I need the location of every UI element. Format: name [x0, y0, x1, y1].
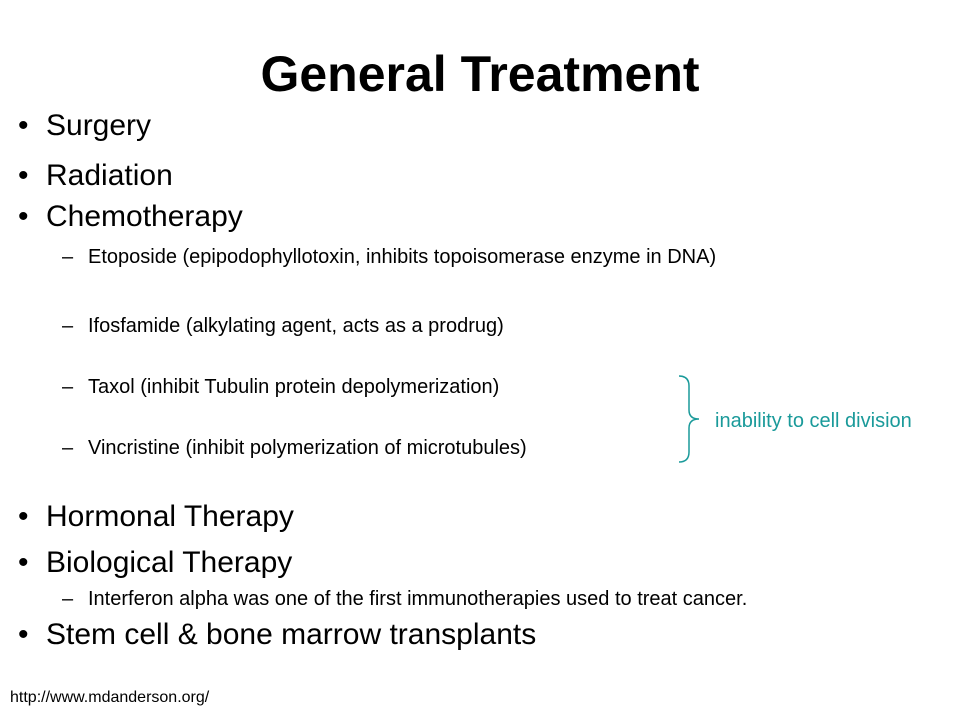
subitem-label: Vincristine (inhibit polymerization of microtubules) [88, 437, 527, 459]
subitem-label: Interferon alpha was one of the first immunotherapies used to treat cancer. [88, 588, 748, 610]
bullet-label: Chemotherapy [46, 200, 243, 233]
subitem-label: Etoposide (epipodophyllotoxin, inhibits topoisomerase enzyme in DNA) [88, 246, 717, 268]
bullet-marker: • [18, 500, 29, 533]
brace-note: inability to cell division [715, 410, 912, 432]
subitem-etoposide [62, 245, 716, 269]
bullet-marker: • [18, 546, 29, 579]
bullet-radiation [18, 158, 173, 194]
subitem-taxol [62, 375, 499, 399]
dash-marker: – [62, 315, 74, 337]
bullet-biological-therapy [18, 545, 292, 581]
bullet-chemotherapy [18, 199, 243, 235]
bullet-marker: • [18, 159, 29, 192]
subitem-label: Taxol (inhibit Tubulin protein depolymerization) [88, 376, 500, 398]
curly-brace-icon [677, 372, 707, 466]
bullet-label: Surgery [46, 109, 152, 142]
bullet-marker: • [18, 109, 29, 142]
subitem-ifosfamide [62, 314, 504, 338]
bullet-marker: • [18, 618, 29, 651]
slide-title: General Treatment [260, 46, 700, 102]
bullet-label: Stem cell & bone marrow transplants [46, 618, 537, 651]
bullet-label: Radiation [46, 159, 173, 192]
bullet-label: Hormonal Therapy [46, 500, 294, 533]
source-url: http://www.mdanderson.org/ [10, 689, 210, 706]
dash-marker: – [62, 376, 74, 398]
bullet-hormonal-therapy [18, 499, 294, 535]
dash-marker: – [62, 437, 74, 459]
dash-marker: – [62, 588, 74, 610]
bullet-label: Biological Therapy [46, 546, 293, 579]
bullet-stem-cell-transplants [18, 617, 536, 653]
subitem-interferon [62, 587, 747, 611]
bullet-marker: • [18, 200, 29, 233]
bullet-surgery [18, 108, 151, 144]
subitem-label: Ifosfamide (alkylating agent, acts as a prodrug) [88, 315, 504, 337]
subitem-vincristine [62, 436, 527, 460]
dash-marker: – [62, 246, 74, 268]
